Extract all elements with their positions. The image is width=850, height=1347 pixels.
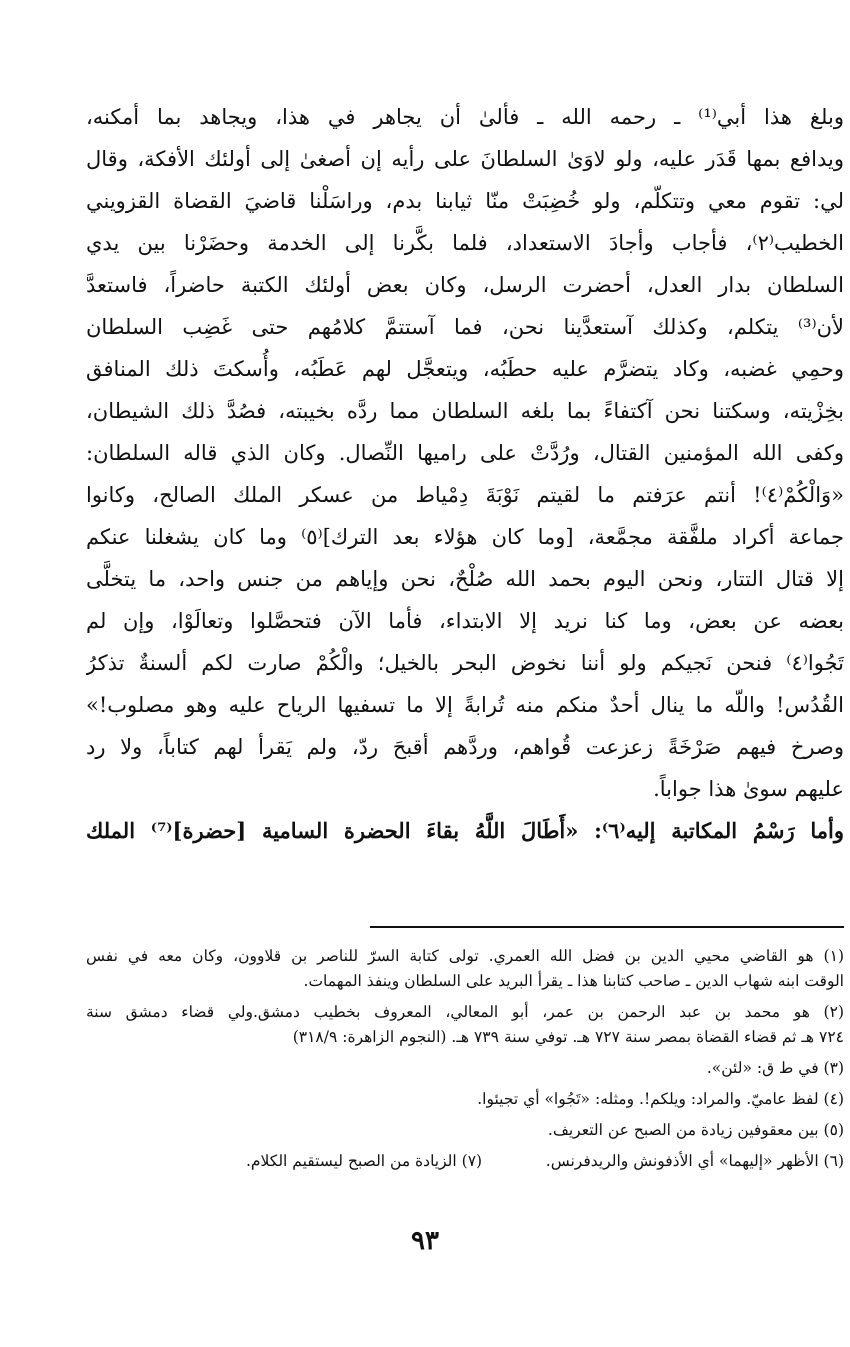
text-line: بخِزْيته، وسكتنا نحن آكتفاءً بما بلغه السلطان مما ردَّه بخيبته، فصُدَّ ذلك الشيطان، bbox=[86, 399, 844, 423]
text-line: إلا قتال التتار، ونحن اليوم بحمد الله صُلْحٌ، نحن وإياهم من جنس واحد، ما يتخلَّى bbox=[86, 567, 844, 591]
text-line: الخطيب⁽٢⁾، فأجاب وأجادَ الاستعداد، فلما بكَّرنا إلى الخدمة وحضَرْنا بين يدي bbox=[86, 231, 844, 255]
footnote-3: (٣) في ط ق: «لئن». bbox=[706, 1059, 844, 1077]
text-line: القُدُس! واللّه ما ينال أحدٌ منكم منه تُرابةً إلا ما تسفيها الرياح عليه وهو مصلوب!» bbox=[86, 693, 844, 717]
text-line: وبلغ هذا أبي⁽¹⁾ ـ رحمه الله ـ فألىٰ أن يجاهر في هذا، ويجاهد بما أمكنه، bbox=[86, 105, 844, 129]
footnote-1-line-2: الوقت ابنه شهاب الدين ـ صاحب كتابنا هذا ـ يقرأ البريد على السلطان وينفذ المهمات. bbox=[303, 972, 844, 990]
text-line: تَجُوا⁽٤⁾ فنحن نَجيكم ولو أننا نخوض البحر بالخيل؛ والْكُمْ صارت لكم ألسنةٌ تذكرُ bbox=[86, 651, 844, 675]
text-line: وكفى الله المؤمنين القتال، ورُدَّتْ على راميها النِّصال. وكان الذي قاله السلطان: bbox=[86, 441, 844, 465]
footnote-6: (٦) الأظهر «إليهما» أي الأذفونش والريدفرنس. bbox=[545, 1152, 844, 1170]
footnote-2-line-2: ٧٢٤ هـ ثم قضاء القضاة بمصر سنة ٧٢٧ هـ. توفي سنة ٧٣٩ هـ. (النجوم الزاهرة: ٣١٨/٩) bbox=[292, 1028, 844, 1046]
text-line: وصرخ فيهم صَرْخَةً زعزعت قُواهم، وردَّهم أقبحَ ردّ، ولم يَقرأ لهم كتاباً، ولا رد bbox=[86, 735, 844, 759]
text-line: عليهم سوىٰ هذا جواباً. bbox=[653, 777, 844, 801]
footnote-4: (٤) لفظ عاميّ. والمراد: ويلكم!. ومثله: «تَجُوا» أي تجيئوا. bbox=[477, 1090, 844, 1108]
footnote-divider bbox=[370, 926, 844, 928]
text-line: «وَالْكُمْ⁽٤⁾! أنتم عرَفتم ما لقيتم نَوْبَةَ دِمْياط من عسكر الملك الصالح، وكانوا bbox=[86, 483, 844, 507]
text-line: السلطان بدار العدل، أحضرت الرسل، وكان بعض أولئك الكتبة حاضراً، فاستعدَّ bbox=[86, 273, 844, 297]
heading-line: وأما رَسْمُ المكاتبة إليه⁽٦⁾: «أَطَالَ اللَّهُ بقاءَ الحضرة السامية [حضرة]⁽⁷⁾ الملك bbox=[86, 818, 844, 843]
text-line: لي: تقوم معي وتتكلّم، ولو خُضِبَتْ منّا ثيابنا بدم، وراسَلْنا قاضيَ القضاة القزويني bbox=[86, 189, 844, 213]
text-line: وحمِي غضبه، وكاد يتضرَّم عليه حطَبُه، ويتعجَّل لهم عَطَبُه، وأُسكتَ ذلك المنافق bbox=[86, 357, 844, 381]
footnotes bbox=[86, 944, 844, 1174]
footnote-row bbox=[86, 1149, 844, 1174]
text-line: بعضه عن بعض، وما كنا نريد إلا الابتداء، فأما الآن فتحصَّلوا وتعالَوْا، وإن لم bbox=[86, 609, 844, 633]
footnote-5: (٥) بين معقوفين زيادة من الصبح عن التعريف. bbox=[547, 1121, 844, 1139]
text-line: جماعة أكراد ملفَّقة مجمَّعة، [وما كان هؤلاء بعد الترك]⁽٥⁾ وما كان يشغلنا عنكم bbox=[86, 525, 844, 549]
text-line: ويدافع بمها قَدَر عليه، ولو لاوَىٰ السلطانَ على رأيه إن أصغىٰ إلى أولئك الأفكة، وقال bbox=[86, 147, 844, 171]
page-number: ٩٣ bbox=[411, 1226, 439, 1256]
text-line: لأن⁽³⁾ يتكلم، وكذلك آستعدَّينا نحن، فما آستتمَّ كلامُهم حتى غَضِب السلطان bbox=[86, 315, 844, 339]
body-paragraph bbox=[86, 96, 844, 852]
footnote-7: (٧) الزيادة من الصبح ليستقيم الكلام. bbox=[246, 1152, 483, 1170]
main-text-block bbox=[86, 96, 844, 852]
footnote-2-line-1: (٢) هو محمد بن عبد الرحمن بن عمر، أبو المعالي، المعروف بخطيب دمشق.ولي قضاء دمشق سنة bbox=[86, 1003, 844, 1021]
footnote-1-line-1: (١) هو القاضي محيي الدين بن فضل الله العمري. تولى كتابة السرّ للناصر بن قلاوون، وكان معه في نفس bbox=[86, 947, 844, 965]
